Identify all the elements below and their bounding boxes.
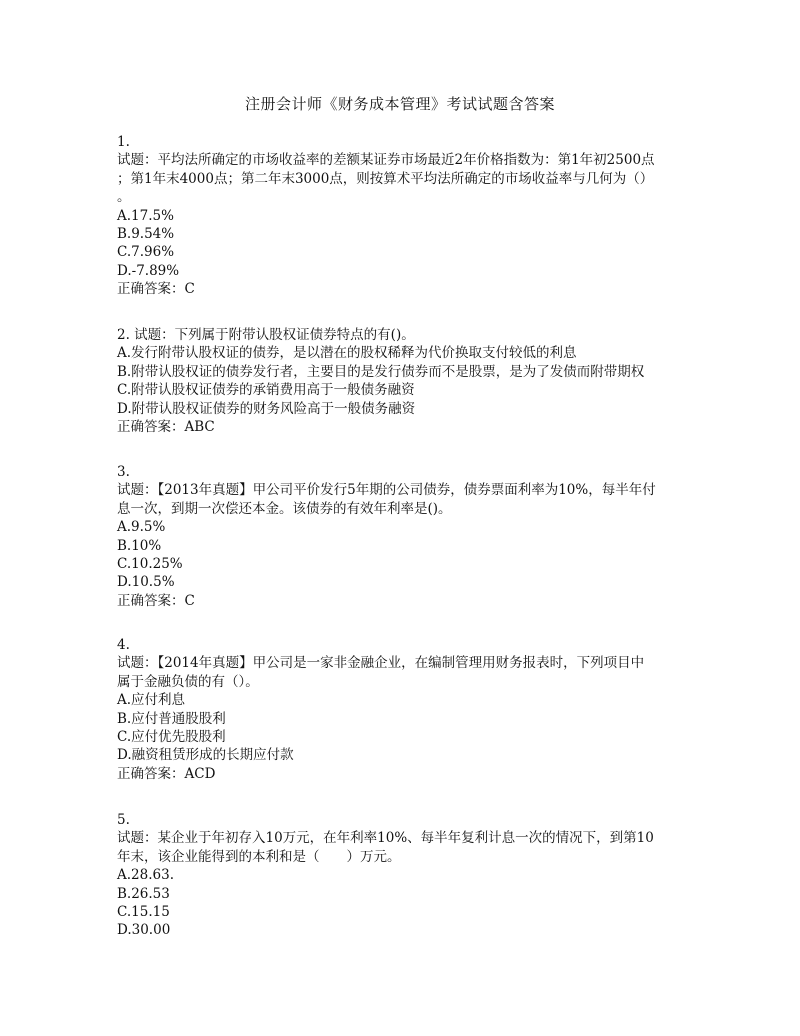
option-a: A.发行附带认股权证的债券，是以潜在的股权稀释为代价换取支付较低的利息	[117, 345, 577, 362]
question-5	[117, 811, 697, 940]
question-4	[117, 636, 697, 783]
option-d: D.附带认股权证债券的财务风险高于一般债务融资	[117, 400, 416, 417]
question-stem-line: 试题：【2013年真题】甲公司平价发行5年期的公司债券，债券票面利率为10%，每半年付	[117, 482, 656, 499]
question-stem-line: 息一次，到期一次偿还本金。该债券的有效年利率是()。	[117, 500, 452, 517]
option-a: A.28.63.	[117, 867, 174, 884]
question-stem-line: 。	[117, 189, 131, 206]
question-stem-line: 2. 试题：下列属于附带认股权证债券特点的有()。	[117, 327, 415, 343]
option-d: D.融资租赁形成的长期应付款	[117, 747, 294, 764]
option-d: D.30.00	[117, 922, 171, 939]
option-c: C.10.25%	[117, 556, 183, 573]
question-2	[117, 326, 697, 436]
option-d: D.-7.89%	[117, 262, 180, 279]
option-c: C.应付优先股股利	[117, 729, 226, 746]
question-stem-line: 试题：某企业于年初存入10万元，在年利率10%、每半年复利计息一次的情况下，到第10	[117, 830, 654, 847]
correct-answer: 正确答案：C	[117, 281, 195, 298]
option-b: B.附带认股权证的债券发行者，主要目的是发行债券而不是股票，是为了发债而附带期权	[117, 363, 645, 380]
question-stem-line: 属于金融负债的有（）。	[117, 673, 259, 690]
option-a: A.应付利息	[117, 692, 186, 709]
option-b: B.26.53	[117, 885, 170, 902]
option-b: B.应付普通股股利	[117, 710, 226, 727]
option-c: C.15.15	[117, 904, 170, 921]
correct-answer: 正确答案：C	[117, 592, 195, 609]
question-number: 3.	[117, 464, 130, 480]
option-d: D.10.5%	[117, 574, 175, 591]
document-title: 注册会计师《财务成本管理》考试试题含答案	[244, 95, 555, 113]
option-b: B.10%	[117, 537, 162, 554]
question-stem-line: 年末，该企业能得到的本利和是（ ）万元。	[117, 848, 401, 865]
question-stem-line: ；第1年末4000点；第二年末3000点，则按算术平均法所确定的市场收益率与几何为（）	[117, 170, 654, 187]
option-a: A.9.5%	[117, 519, 166, 536]
question-3	[117, 463, 697, 610]
correct-answer: 正确答案：ACD	[117, 765, 216, 782]
correct-answer: 正确答案：ABC	[117, 419, 215, 436]
option-a: A.17.5%	[117, 207, 174, 224]
question-stem-line: 试题：平均法所确定的市场收益率的差额某证券市场最近2年价格指数为：第1年初2500点	[117, 152, 655, 169]
option-c: C.7.96%	[117, 244, 175, 261]
question-stem-line: 试题：【2014年真题】甲公司是一家非金融企业，在编制管理用财务报表时，下列项目中	[117, 655, 645, 672]
question-number: 4.	[117, 637, 130, 653]
question-1	[117, 133, 697, 299]
option-c: C.附带认股权证债券的承销费用高于一般债务融资	[117, 382, 415, 399]
option-b: B.9.54%	[117, 226, 175, 243]
question-number: 5.	[117, 812, 130, 828]
question-number: 1.	[117, 134, 130, 150]
